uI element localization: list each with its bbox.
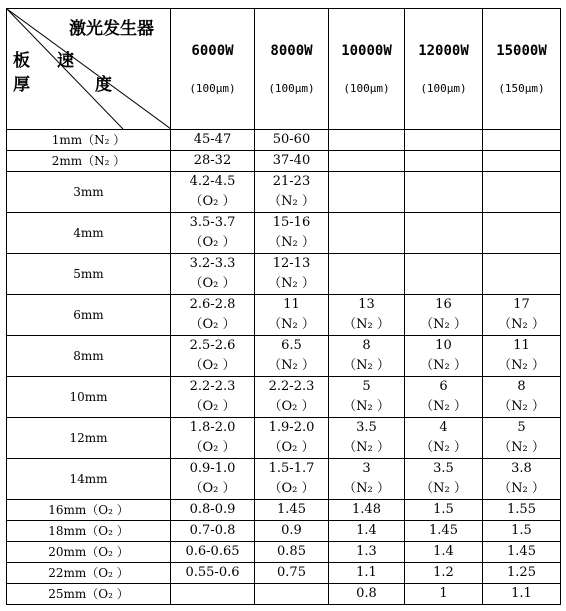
speed-value: 3.5 [356, 420, 377, 435]
speed-value: 11 [513, 338, 530, 353]
thickness-cell: 14mm [7, 459, 171, 500]
thickness-cell: 18mm（O₂ ） [7, 521, 171, 542]
gas-type: （N₂ ） [420, 317, 467, 332]
speed-cell [483, 213, 561, 254]
speed-cell [329, 542, 405, 563]
gas-type: （O₂ ） [268, 481, 315, 496]
corner-header-cell [7, 9, 171, 130]
speed-value: 21-23 [272, 174, 311, 189]
table-row [7, 377, 561, 418]
header-row [7, 9, 561, 130]
speed-cell [171, 521, 255, 542]
table-row [7, 130, 561, 151]
column-power: 12000W [418, 43, 469, 59]
column-spec: (100μm) [420, 82, 467, 95]
speed-value: 3 [362, 461, 371, 476]
speed-cell [405, 336, 483, 377]
speed-value: 37-40 [272, 153, 311, 168]
speed-cell [171, 130, 255, 151]
gas-type: （N₂ ） [498, 399, 545, 414]
speed-cell [483, 254, 561, 295]
thickness-cell: 20mm（O₂ ） [7, 542, 171, 563]
speed-value: 0.75 [277, 565, 306, 580]
speed-cell [255, 521, 329, 542]
speed-cell [483, 295, 561, 336]
speed-cell [171, 254, 255, 295]
speed-value: 0.9 [281, 523, 302, 538]
speed-cell [405, 500, 483, 521]
speed-value: 0.6-0.65 [185, 544, 240, 559]
speed-value: 1.4 [356, 523, 377, 538]
thickness-cell: 6mm [7, 295, 171, 336]
column-header-15000w [483, 9, 561, 130]
speed-value: 15-16 [272, 215, 311, 230]
gas-type: （N₂ ） [498, 358, 545, 373]
speed-cell [483, 151, 561, 172]
speed-cell [405, 542, 483, 563]
speed-cell [483, 563, 561, 584]
gas-type: （O₂ ） [189, 481, 236, 496]
speed-value: 1.2 [433, 565, 454, 580]
speed-value: 1.45 [277, 502, 306, 517]
speed-cell [255, 377, 329, 418]
table-row [7, 254, 561, 295]
gas-type: （N₂ ） [268, 235, 315, 250]
speed-value: 4.2-4.5 [189, 174, 236, 189]
speed-cell [255, 172, 329, 213]
speed-cell [405, 130, 483, 151]
gas-type: （O₂ ） [189, 235, 236, 250]
speed-cell [255, 336, 329, 377]
gas-type: （N₂ ） [268, 358, 315, 373]
table-row [7, 172, 561, 213]
column-header-6000w [171, 9, 255, 130]
table-row [7, 500, 561, 521]
speed-cell [483, 336, 561, 377]
speed-cell [171, 336, 255, 377]
speed-cell [255, 295, 329, 336]
speed-cell [255, 213, 329, 254]
speed-cell [483, 130, 561, 151]
speed-cell [255, 563, 329, 584]
speed-value: 3.5-3.7 [189, 215, 236, 230]
speed-value: 1.5 [433, 502, 454, 517]
gas-type: （O₂ ） [189, 358, 236, 373]
gas-type: （N₂ ） [343, 399, 390, 414]
speed-cell [171, 542, 255, 563]
speed-value: 1.5-1.7 [268, 461, 315, 476]
speed-value: 3.5 [433, 461, 454, 476]
gas-type: （O₂ ） [189, 440, 236, 455]
speed-cell [405, 151, 483, 172]
gas-type: （N₂ ） [343, 440, 390, 455]
speed-cell [405, 584, 483, 605]
speed-value: 50-60 [272, 132, 311, 147]
speed-value: 10 [435, 338, 452, 353]
speed-cell [329, 584, 405, 605]
speed-cell [171, 213, 255, 254]
gas-type: （O₂ ） [268, 440, 315, 455]
speed-value: 6 [439, 379, 448, 394]
table-row [7, 459, 561, 500]
speed-cell [329, 500, 405, 521]
gas-type: （N₂ ） [268, 194, 315, 209]
table-row [7, 563, 561, 584]
speed-value: 3.8 [511, 461, 532, 476]
table-row [7, 521, 561, 542]
speed-cell [171, 500, 255, 521]
generator-label: 激光发生器 [69, 19, 154, 39]
speed-cell [171, 459, 255, 500]
gas-type: （N₂ ） [420, 481, 467, 496]
speed-cell [255, 500, 329, 521]
speed-cell [483, 377, 561, 418]
speed-value: 1.3 [356, 544, 377, 559]
thickness-cell: 3mm [7, 172, 171, 213]
speed-cell [405, 295, 483, 336]
speed-cell [255, 130, 329, 151]
speed-value: 8 [362, 338, 371, 353]
speed-value: 5 [362, 379, 371, 394]
gas-type: （N₂ ） [498, 481, 545, 496]
speed-cell [171, 418, 255, 459]
gas-type: （O₂ ） [189, 399, 236, 414]
thickness-cell: 8mm [7, 336, 171, 377]
table-row [7, 336, 561, 377]
speed-label-2: 度 [95, 75, 112, 95]
column-spec: (100μm) [189, 82, 236, 95]
table-row [7, 584, 561, 605]
thickness-cell: 2mm（N₂ ） [7, 151, 171, 172]
speed-value: 0.8-0.9 [189, 502, 236, 517]
speed-value: 11 [283, 297, 300, 312]
speed-cell [483, 542, 561, 563]
thickness-cell: 5mm [7, 254, 171, 295]
speed-value: 2.2-2.3 [268, 379, 315, 394]
speed-cell [483, 500, 561, 521]
speed-value: 4 [439, 420, 448, 435]
speed-cell [483, 459, 561, 500]
speed-cell [405, 172, 483, 213]
speed-value: 8 [517, 379, 526, 394]
column-power: 10000W [341, 43, 392, 59]
speed-cell [171, 584, 255, 605]
table-row [7, 295, 561, 336]
gas-type: （N₂ ） [268, 317, 315, 332]
gas-type: （N₂ ） [420, 440, 467, 455]
speed-cell [405, 213, 483, 254]
speed-cell [329, 521, 405, 542]
gas-type: （N₂ ） [343, 317, 390, 332]
speed-cell [405, 254, 483, 295]
table-row [7, 213, 561, 254]
speed-value: 0.55-0.6 [185, 565, 240, 580]
speed-value: 1.45 [429, 523, 458, 538]
speed-cell [329, 563, 405, 584]
speed-value: 12-13 [272, 256, 311, 271]
speed-cell [405, 377, 483, 418]
speed-cell [255, 418, 329, 459]
speed-value: 2.6-2.8 [189, 297, 236, 312]
gas-type: （N₂ ） [420, 399, 467, 414]
speed-cell [483, 521, 561, 542]
thickness-cell: 22mm（O₂ ） [7, 563, 171, 584]
speed-cell [255, 459, 329, 500]
thickness-label-1: 板 [13, 51, 30, 71]
speed-cell [329, 172, 405, 213]
thickness-cell: 10mm [7, 377, 171, 418]
speed-cell [171, 151, 255, 172]
speed-value: 1.4 [433, 544, 454, 559]
column-power: 6000W [191, 43, 234, 59]
speed-value: 13 [358, 297, 375, 312]
speed-cell [329, 254, 405, 295]
speed-label-1: 速 [57, 51, 74, 71]
column-power: 15000W [496, 43, 547, 59]
speed-cell [171, 172, 255, 213]
thickness-cell: 16mm（O₂ ） [7, 500, 171, 521]
speed-value: 2.2-2.3 [189, 379, 236, 394]
speed-cell [329, 459, 405, 500]
table-row [7, 418, 561, 459]
gas-type: （N₂ ） [268, 276, 315, 291]
column-header-10000w [329, 9, 405, 130]
column-spec: (100μm) [268, 82, 315, 95]
speed-cell [483, 172, 561, 213]
speed-cell [171, 377, 255, 418]
speed-value: 1.48 [352, 502, 381, 517]
gas-type: （N₂ ） [498, 440, 545, 455]
speed-cell [329, 377, 405, 418]
speed-value: 1.45 [507, 544, 536, 559]
speed-value: 2.5-2.6 [189, 338, 236, 353]
gas-type: （O₂ ） [189, 276, 236, 291]
column-spec: (150μm) [498, 82, 545, 95]
thickness-cell: 4mm [7, 213, 171, 254]
speed-cell [405, 459, 483, 500]
speed-value: 0.85 [277, 544, 306, 559]
speed-cell [329, 336, 405, 377]
thickness-cell: 12mm [7, 418, 171, 459]
thickness-cell: 1mm（N₂ ） [7, 130, 171, 151]
cutting-speed-table [6, 8, 561, 605]
speed-cell [255, 584, 329, 605]
table-body [7, 130, 561, 605]
speed-cell [405, 563, 483, 584]
speed-cell [329, 151, 405, 172]
speed-cell [405, 418, 483, 459]
speed-cell [483, 584, 561, 605]
gas-type: （O₂ ） [189, 317, 236, 332]
speed-value: 6.5 [281, 338, 302, 353]
speed-value: 1.9-2.0 [268, 420, 315, 435]
speed-value: 5 [517, 420, 526, 435]
column-header-8000w [255, 9, 329, 130]
speed-cell [405, 521, 483, 542]
speed-cell [255, 151, 329, 172]
speed-cell [329, 295, 405, 336]
speed-cell [171, 563, 255, 584]
speed-value: 1.1 [511, 586, 532, 601]
speed-value: 0.8 [356, 586, 377, 601]
speed-value: 1.8-2.0 [189, 420, 236, 435]
gas-type: （O₂ ） [189, 194, 236, 209]
speed-cell [329, 213, 405, 254]
column-power: 8000W [270, 43, 313, 59]
speed-cell [255, 254, 329, 295]
speed-value: 1.25 [507, 565, 536, 580]
table-row [7, 151, 561, 172]
speed-value: 1.1 [356, 565, 377, 580]
speed-cell [329, 418, 405, 459]
speed-cell [255, 542, 329, 563]
gas-type: （N₂ ） [343, 358, 390, 373]
thickness-cell: 25mm（O₂ ） [7, 584, 171, 605]
thickness-label-2: 厚 [13, 75, 30, 95]
gas-type: （N₂ ） [420, 358, 467, 373]
speed-value: 28-32 [193, 153, 232, 168]
column-header-12000w [405, 9, 483, 130]
gas-type: （N₂ ） [498, 317, 545, 332]
speed-value: 45-47 [193, 132, 232, 147]
table-row [7, 542, 561, 563]
speed-value: 1.5 [511, 523, 532, 538]
speed-value: 17 [513, 297, 530, 312]
speed-cell [171, 295, 255, 336]
speed-value: 1.55 [507, 502, 536, 517]
speed-cell [483, 418, 561, 459]
column-spec: (100μm) [343, 82, 390, 95]
gas-type: （O₂ ） [268, 399, 315, 414]
speed-value: 1 [439, 586, 448, 601]
speed-value: 3.2-3.3 [189, 256, 236, 271]
speed-value: 16 [435, 297, 452, 312]
gas-type: （N₂ ） [343, 481, 390, 496]
speed-cell [329, 130, 405, 151]
speed-value: 0.9-1.0 [189, 461, 236, 476]
speed-value: 0.7-0.8 [189, 523, 236, 538]
